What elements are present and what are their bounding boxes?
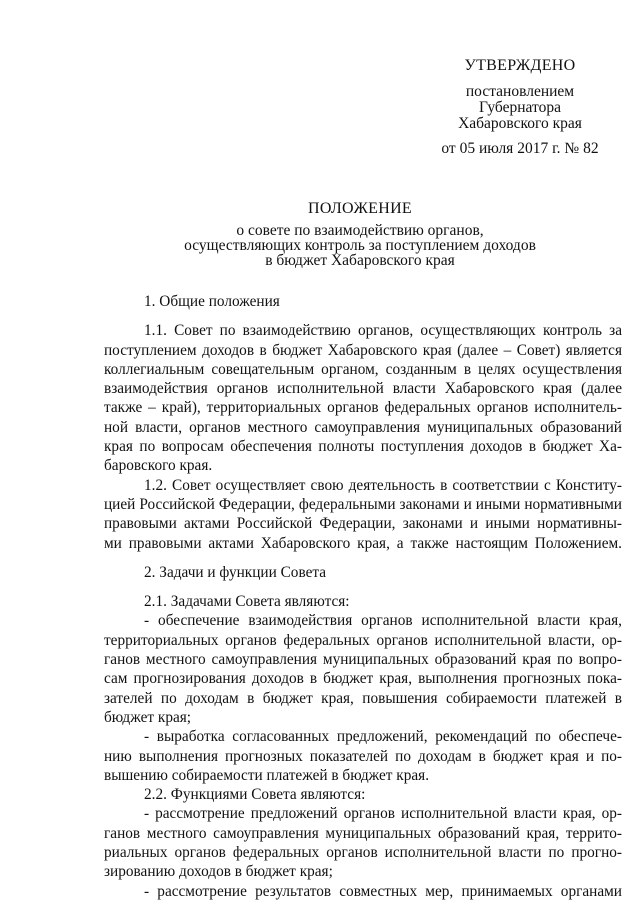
document-subtitle: осуществляющих контроль за поступлением доходов [184,237,536,254]
paragraph-line: коллегиальным совещательным органом, созданным в целях осуществления [104,360,622,378]
paragraph-line: цией Российской Федерации, федеральными законами и иными нормативными [104,495,622,513]
section-heading: 2. Задачи и функции Совета [144,563,327,581]
paragraph-line: - рассмотрение результатов совместных мер, принимаемых органами [144,882,622,900]
paragraph-line: 1.1. Совет по взаимодействию органов, осуществляющих контроль за [144,322,622,340]
approval-line: постановлением [465,83,575,100]
paragraph-line: 1.2. Совет осуществляет свою деятельность в соответствии с Конститу- [144,476,622,494]
paragraph-line: территориальных органов федеральных органов исполнительной власти, ор- [104,631,622,649]
paragraph-line: риальных органов федеральных органов исполнительной власти по прогно- [104,844,622,862]
paragraph-line: сам прогнозирования доходов в бюджет края, выполнения прогнозных пока- [104,670,622,688]
paragraph-line: вышению собираемости платежей в бюджет края. [104,766,430,784]
paragraph-line: - рассмотрение предложений органов исполнительной власти края, ор- [144,805,622,823]
section-heading: 1. Общие положения [144,293,280,310]
paragraph-line: ной власти, органов местного самоуправления муниципальных образований [104,418,622,436]
paragraph-line: зателей по доходам в бюджет края, повышения собираемости платежей в [104,689,622,707]
paragraph-line: - выработка согласованных предложений, рекомендаций по обеспече- [144,728,622,746]
document-body [104,292,622,901]
paragraph-line: ганов местного самоуправления муниципальных образований края, террито- [104,824,622,842]
approval-heading: УТВЕРЖДЕНО [464,57,576,74]
paragraph-line: - обеспечение взаимодействия органов исполнительной власти края, [144,612,622,630]
document-subtitle: в бюджет Хабаровского края [265,252,455,269]
document-subtitle: о совете по взаимодействию органов, [236,222,484,239]
paragraph-line: баровского края. [104,457,213,475]
approval-date: от 05 июля 2017 г. № 82 [441,140,599,157]
document-title-block [100,201,620,268]
paragraph-line: нию выполнения прогнозных показателей по доходам в бюджет края и по- [104,747,622,765]
paragraph-line: бюджет края; [104,708,192,726]
paragraph-line: края по вопросам обеспечения полноты поступления доходов в бюджет Ха- [104,438,622,456]
approval-line: Хабаровского края [458,115,582,132]
approval-line: Губернатора [479,99,561,116]
paragraph-line: поступлением доходов в бюджет Хабаровского края (далее – Совет) является [104,341,622,359]
paragraph-line: также – край), территориальных органов федеральных органов исполнитель- [104,399,622,417]
paragraph-line: ми правовыми актами Хабаровского края, а также настоящим Положением. [104,534,622,552]
paragraph-line: ганов местного самоуправления муниципальных образований края по вопро- [104,651,622,669]
document-title: ПОЛОЖЕНИЕ [307,200,412,217]
paragraph-line: взаимодействия органов исполнительной власти Хабаровского края (далее [104,380,622,398]
approval-stamp [420,58,620,157]
paragraph-line: 2.1. Задачами Совета являются: [144,593,350,611]
paragraph-line: 2.2. Функциями Совета являются: [144,786,366,804]
paragraph-line: зированию доходов в бюджет края; [104,863,333,881]
paragraph-line: правовыми актами Российской Федерации, законами и иными нормативны- [104,515,622,533]
